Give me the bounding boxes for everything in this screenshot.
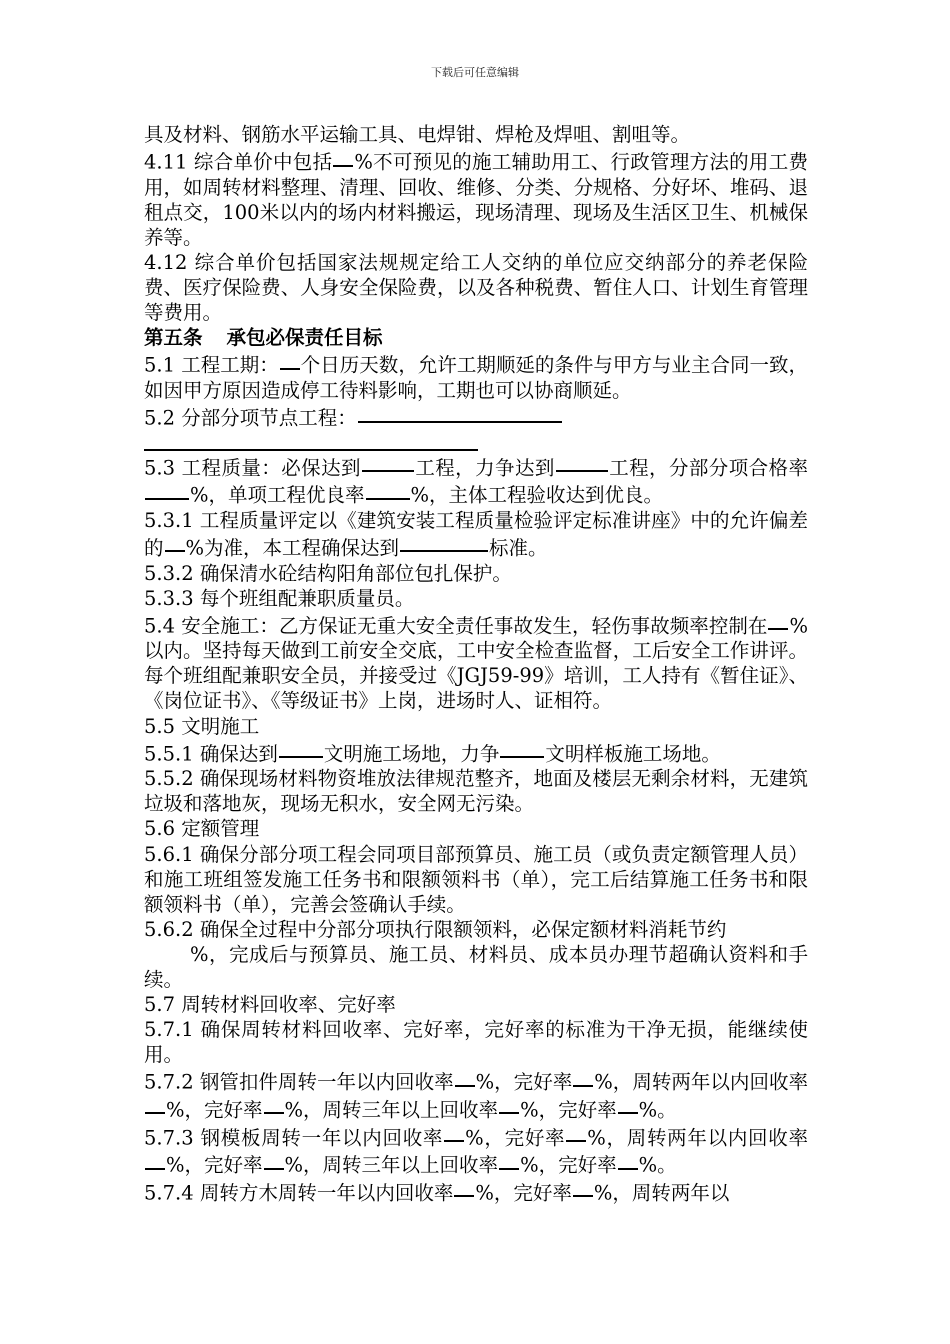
text: %，完好率 <box>475 1181 572 1205</box>
paragraph-5-5 <box>144 714 808 739</box>
blank-line <box>366 478 410 500</box>
text: 5.3.2 确保清水砼结构阳角部位包扎保护。 <box>144 561 512 585</box>
text: 5.7.3 钢模板周转一年以内回收率 <box>144 1126 444 1150</box>
blank-line <box>768 609 788 631</box>
text: 具及材料、钢筋水平运输工具、电焊钳、焊枪及焊咀、割咀等。 <box>144 123 691 146</box>
text: 文明施工场地，力争 <box>323 742 500 766</box>
document-body <box>144 122 808 1205</box>
paragraph-5-2 <box>144 403 808 431</box>
paragraph-5-7 <box>144 992 808 1017</box>
text: %。 <box>638 1153 677 1177</box>
blank-line <box>333 145 353 167</box>
text: 5.5.1 确保达到 <box>144 742 278 766</box>
blank-line <box>500 737 544 759</box>
paragraph-5-5-2 <box>144 766 808 816</box>
text: 标准。 <box>489 536 548 560</box>
text: 5.5 文明施工 <box>144 714 260 738</box>
blank-line <box>400 531 488 553</box>
blank-line <box>573 1065 593 1087</box>
text: 5.3 工程质量：必保达到 <box>144 456 361 480</box>
text: %，主体工程验收达到优良。 <box>410 483 664 507</box>
blank-line <box>566 1121 586 1143</box>
text: %，完好率 <box>166 1098 263 1122</box>
text: %，完好率 <box>465 1126 566 1150</box>
article-5-heading <box>144 325 808 350</box>
page-header: 下载后可任意编辑 <box>431 66 519 79</box>
paragraph-5-3 <box>144 453 808 508</box>
blank-line <box>279 737 323 759</box>
paragraph-5-1 <box>144 350 808 403</box>
paragraph-5-6 <box>144 816 808 841</box>
blank-line <box>573 1176 593 1198</box>
blank-line <box>145 1093 165 1115</box>
paragraph-5-3-3 <box>144 586 808 611</box>
text: 5.7 周转材料回收率、完好率 <box>144 993 396 1017</box>
text: %，单项工程优良率 <box>190 483 365 507</box>
paragraph-5-7-3 <box>144 1123 808 1178</box>
text: 5.7.4 周转方木周转一年以内回收率 <box>144 1181 454 1205</box>
text: %，周转两年以内回收率 <box>587 1126 808 1150</box>
text: 5.4 安全施工：乙方保证无重大安全责任事故发生，轻伤事故频率控制在 <box>144 614 768 638</box>
text: %，完好率 <box>166 1153 263 1177</box>
text: %以内。坚持每天做到工前安全交底，工中安全检查监督，工后安全工作讲评。每个班组配兼职安全员，并接受过《JGJ59-99》培训，工人持有《暂住证》、《岗位证书》、《等级证书》上岗，进场时人、证相符。 <box>144 614 808 713</box>
text: 工程，力争达到 <box>414 456 555 480</box>
text: 5.1 工程工期： <box>144 353 279 377</box>
blank-line <box>618 1093 638 1115</box>
paragraph-5-6-1 <box>144 842 808 917</box>
paragraph <box>144 122 808 147</box>
paragraph-5-6-2 <box>144 917 808 992</box>
text: %，完好率 <box>520 1098 617 1122</box>
text: %，周转三年以上回收率 <box>284 1153 499 1177</box>
text: 5.7.1 确保周转材料回收率、完好率，完好率的标准为干净无损，能继续使用。 <box>144 1018 808 1067</box>
text: 文明样板施工场地。 <box>545 742 721 766</box>
blank-line <box>454 1176 474 1198</box>
text: 5.6.1 确保分部分项工程会同项目部预算员、施工员（或负责定额管理人员）和施工班组签发施工任务书和限额领料书（单），完工后结算施工任务书和限额领料书（单），完善会签确认手续。 <box>144 842 808 916</box>
text: 5.2 分部分项节点工程： <box>144 406 357 430</box>
text: 个日历天数，允许工期顺延的条件与甲方与业主合同一致，如因甲方原因造成停工待料影响，工期也可以协商顺延。 <box>144 353 808 402</box>
blank-line <box>280 348 300 370</box>
blank-line <box>264 1093 284 1115</box>
text: %为准，本工程确保达到 <box>185 536 400 560</box>
text: %不可预见的施工辅助用工、行政管理方法的用工费用，如周转材料整理、清理、回收、维修、分类、分规格、分好坏、堆码、退租点交，100米以内的场内材料搬运，现场清理、现场及生活区卫生、机械保养等。 <box>144 150 808 249</box>
paragraph-5-3-2 <box>144 561 808 586</box>
paragraph-4-11 <box>144 147 808 250</box>
blank-line-full <box>144 435 478 451</box>
text: 4.12 综合单价包括国家法规规定给工人交纳的单位应交纳部分的养老保险费、医疗保险费、人身安全保险费，以及各种税费、暂住人口、计划生育管理等费用。 <box>144 250 808 325</box>
paragraph-5-7-2 <box>144 1067 808 1122</box>
paragraph-5-7-4 <box>144 1178 808 1206</box>
paragraph-5-7-1 <box>144 1017 808 1067</box>
text: %，完好率 <box>520 1153 617 1177</box>
text: %，周转两年以 <box>593 1181 730 1205</box>
paragraph-5-3-1 <box>144 508 808 561</box>
text: 4.11 综合单价中包括 <box>144 150 333 174</box>
text: 工程，分部分项合格率 <box>608 456 808 480</box>
blank-line <box>165 531 185 553</box>
text: 5.6.2 确保全过程中分部分项执行限额领料，必保定额材料消耗节约 <box>144 917 727 941</box>
blank-line <box>444 1121 464 1143</box>
blank-line <box>499 1148 519 1170</box>
paragraph-5-4 <box>144 611 808 714</box>
blank-line <box>556 451 608 473</box>
text: %。 <box>638 1098 677 1122</box>
article-number: 第五条 <box>144 326 203 350</box>
text: %，完好率 <box>475 1070 573 1094</box>
blank-line <box>455 1065 475 1087</box>
blank-line <box>264 1148 284 1170</box>
blank-line <box>499 1093 519 1115</box>
text: 5.3.1 工程质量评定以《建筑安装工程质量检验评定标准讲座》中的允许偏差的 <box>144 508 808 560</box>
text: %，周转三年以上回收率 <box>284 1098 499 1122</box>
text: 5.7.2 钢管扣件周转一年以内回收率 <box>144 1070 454 1094</box>
blank-line <box>618 1148 638 1170</box>
blank-line <box>145 478 189 500</box>
paragraph-5-5-1 <box>144 739 808 767</box>
blank-line <box>362 451 414 473</box>
text: 5.6 定额管理 <box>144 817 260 841</box>
text: 5.5.2 确保现场材料物资堆放法律规范整齐，地面及楼层无剩余材料，无建筑垃圾和落地灰，现场无积水，安全网无污染。 <box>144 767 808 816</box>
text: %，完成后与预算员、施工员、材料员、成本员办理节超确认资料和手续。 <box>144 942 808 991</box>
blank-line <box>145 1148 165 1170</box>
text: 5.3.3 每个班组配兼职质量员。 <box>144 586 415 610</box>
text: %，周转两年以内回收率 <box>594 1070 808 1094</box>
paragraph-4-12 <box>144 250 808 325</box>
blank-line <box>358 401 562 423</box>
article-title: 承包必保责任目标 <box>226 326 383 350</box>
